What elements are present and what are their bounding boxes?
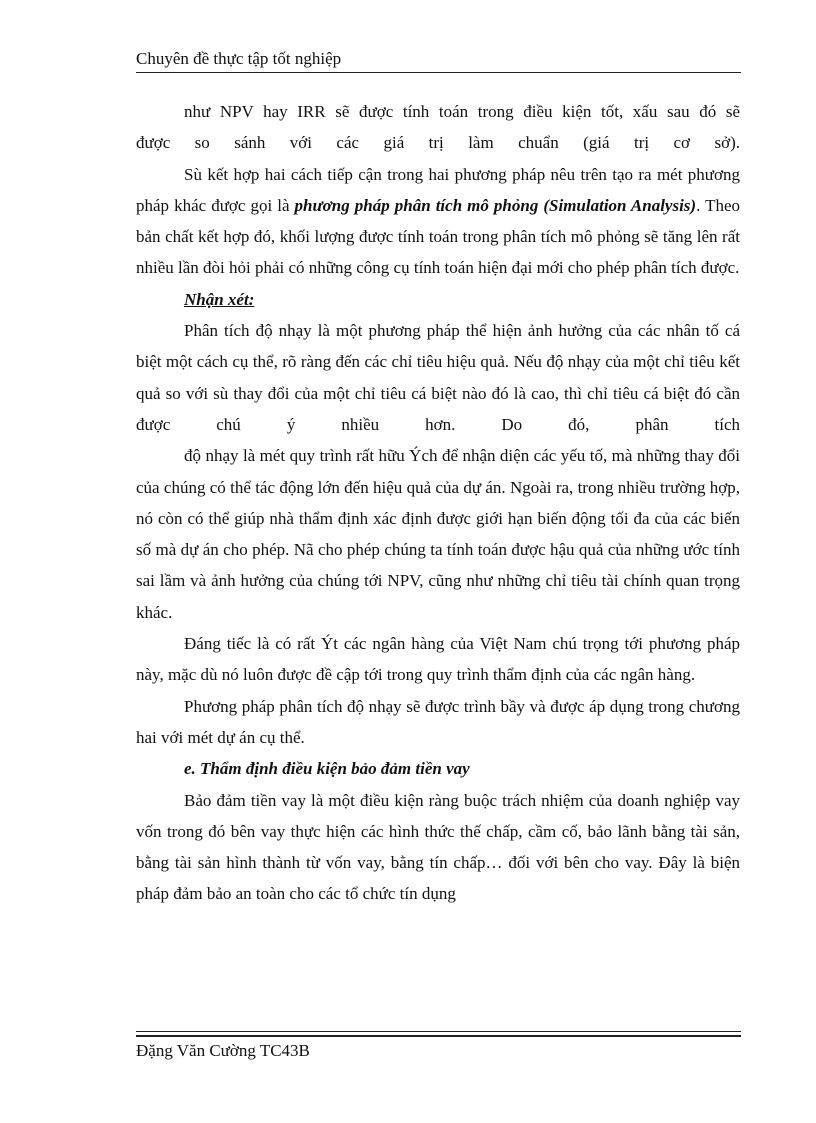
header-title: Chuyên đề thực tập tốt nghiệp	[136, 49, 342, 68]
page-header	[136, 48, 741, 73]
paragraph: được so sánh với các giá trị làm chuẩn (giá trị cơ sở).	[136, 133, 740, 153]
footer-author: Đặng Văn Cường TC43B	[136, 1041, 310, 1060]
footer-divider	[136, 1035, 741, 1037]
emphasized-term: phương pháp phân tích mô phỏng (Simulation Analysis)	[294, 195, 697, 215]
text-run: Sù kết hợp hai cách tiếp cận trong hai phương pháp nêu trên tạo ra mét phương pháp khác được gọi là	[136, 164, 740, 215]
paragraph: Đáng tiếc là có rất Ýt các ngân hàng của Việt Nam chú trọng tới phương pháp này, mặc dù nó luôn được đề cập tới trong quy trình thẩm định của các ngân hàng.	[136, 634, 740, 685]
page-footer	[136, 1040, 310, 1062]
paragraph: Phân tích độ nhạy là một phương pháp thể hiện ảnh hưởng của các nhân tố cá biệt một cách cụ thể, rõ ràng đến các chỉ tiêu hiệu quả. Nếu độ nhạy của một chỉ tiêu kết quả so với sù thay đổi của một chỉ tiêu cá biệt nào đó là cao, thì chỉ tiêu cá biệt đó cần được chú ý nhiều hơn. Do đó, phân tích	[136, 321, 740, 434]
paragraph: độ nhạy là mét quy trình rất hữu Ých để nhận diện các yếu tố, mà những thay đổi của chúng có thể tác động lớn đến hiệu quả của dự án. Ngoài ra, trong nhiều trường hợp, nó còn có thể giúp nhà thẩm định xác định được giới hạn biến động tối đa của các biến số mà dự án cho phép. Nã cho phép chúng ta tính toán được hậu quả của những ước tính sai lầm và ảnh hưởng của chúng tới NPV, cũng như những chỉ tiêu tài chính quan trọng khác.	[136, 446, 740, 622]
paragraph: như NPV hay IRR sẽ được tính toán trong điều kiện tốt, xấu sau đó sẽ	[184, 102, 740, 121]
paragraph: Phương pháp phân tích độ nhạy sẽ được trình bầy và được áp dụng trong chương hai với mét dự án cụ thể.	[136, 696, 740, 747]
document-body	[136, 96, 740, 910]
paragraph: Bảo đảm tiền vay là một điều kiện ràng buộc trách nhiệm của doanh nghiệp vay vốn trong đó bên vay thực hiện các hình thức thế chấp, cầm cố, bảo lãnh bằng tài sản, bằng tài sản hình thành từ vốn vay, bằng tín chấp… đối với bên cho vay. Đây là biện pháp đảm bảo an toàn cho các tổ chức tín dụng	[136, 790, 740, 904]
section-heading: e. Thẩm định điều kiện bảo đảm tiền vay	[184, 759, 470, 779]
section-heading: Nhận xét:	[184, 289, 255, 309]
text-run: . Theo bản chất kết hợp đó, khối lượng được tính toán trong phân tích mô phỏng sẽ tăng lên rất nhiều lần đòi hỏi phải có những công cụ tính toán hiện đại mới cho phép phân tích được.	[136, 195, 740, 278]
footer-divider	[136, 1031, 741, 1032]
paragraph	[136, 159, 740, 284]
